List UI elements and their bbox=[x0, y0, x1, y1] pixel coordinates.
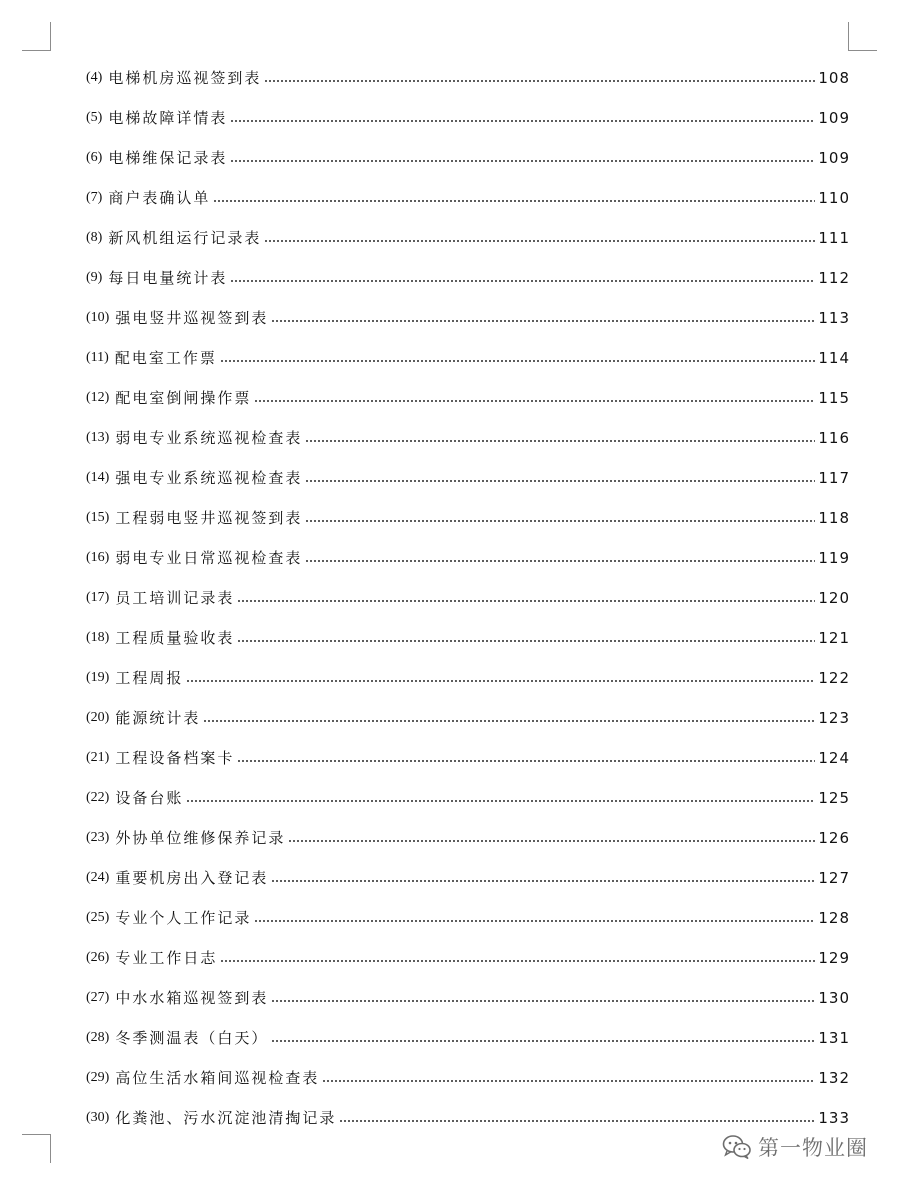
toc-entry-page: 133 bbox=[818, 1109, 850, 1127]
toc-dot-leader bbox=[305, 560, 815, 562]
toc-entry-page: 125 bbox=[818, 789, 850, 807]
wechat-icon bbox=[722, 1134, 752, 1160]
toc-entry-title: 工程弱电竖井巡视签到表 bbox=[115, 509, 303, 527]
toc-entry[interactable] bbox=[86, 258, 850, 298]
toc-entry[interactable] bbox=[86, 778, 850, 818]
toc-dot-leader bbox=[213, 200, 815, 202]
toc-entry[interactable] bbox=[86, 458, 850, 498]
toc-entry[interactable] bbox=[86, 218, 850, 258]
toc-entry-title: 中水水箱巡视签到表 bbox=[115, 989, 269, 1007]
toc-entry-page: 112 bbox=[818, 269, 850, 287]
toc-entry-page: 121 bbox=[818, 629, 850, 647]
toc-entry-number: (16) bbox=[86, 550, 110, 565]
toc-dot-leader bbox=[271, 1000, 815, 1002]
toc-entry-number: (28) bbox=[86, 1030, 110, 1045]
toc-dot-leader bbox=[230, 280, 815, 282]
toc-entry-title: 弱电专业日常巡视检查表 bbox=[115, 549, 303, 567]
toc-entry-page: 124 bbox=[818, 749, 850, 767]
toc-dot-leader bbox=[305, 480, 815, 482]
toc-entry[interactable] bbox=[86, 858, 850, 898]
toc-entry-title: 工程质量验收表 bbox=[115, 629, 235, 647]
toc-entry[interactable] bbox=[86, 618, 850, 658]
toc-entry[interactable] bbox=[86, 1058, 850, 1098]
toc-entry[interactable] bbox=[86, 338, 850, 378]
toc-entry[interactable] bbox=[86, 818, 850, 858]
toc-dot-leader bbox=[203, 720, 815, 722]
toc-entry-number: (22) bbox=[86, 790, 110, 805]
toc-entry-number: (25) bbox=[86, 910, 110, 925]
toc-entry[interactable] bbox=[86, 298, 850, 338]
toc-entry-number: (12) bbox=[86, 390, 110, 405]
toc-entry-number: (13) bbox=[86, 430, 110, 445]
toc-entry-number: (30) bbox=[86, 1110, 110, 1125]
toc-entry-number: (4) bbox=[86, 70, 103, 85]
toc-entry-number: (17) bbox=[86, 590, 110, 605]
toc-entry[interactable] bbox=[86, 658, 850, 698]
toc-dot-leader bbox=[288, 840, 815, 842]
toc-entry-page: 130 bbox=[818, 989, 850, 1007]
toc-entry-page: 126 bbox=[818, 829, 850, 847]
watermark bbox=[722, 1130, 868, 1164]
toc-entry-title: 电梯故障详情表 bbox=[108, 109, 228, 127]
toc-entry-page: 116 bbox=[818, 429, 850, 447]
toc-entry[interactable] bbox=[86, 978, 850, 1018]
toc-entry-page: 111 bbox=[818, 229, 850, 247]
toc-dot-leader bbox=[271, 320, 815, 322]
toc-entry-title: 强电竖井巡视签到表 bbox=[115, 309, 269, 327]
toc-dot-leader bbox=[339, 1120, 815, 1122]
toc-entry-title: 高位生活水箱间巡视检查表 bbox=[115, 1069, 320, 1087]
toc-dot-leader bbox=[220, 360, 816, 362]
toc-dot-leader bbox=[322, 1080, 815, 1082]
toc-entry-title: 重要机房出入登记表 bbox=[115, 869, 269, 887]
toc-entry-number: (20) bbox=[86, 710, 110, 725]
toc-dot-leader bbox=[271, 1040, 815, 1042]
toc-entry[interactable] bbox=[86, 98, 850, 138]
toc-entry-page: 119 bbox=[818, 549, 850, 567]
toc-entry-title: 弱电专业系统巡视检查表 bbox=[115, 429, 303, 447]
toc-entry-number: (11) bbox=[86, 350, 109, 365]
toc-entry-number: (27) bbox=[86, 990, 110, 1005]
toc-entry-page: 123 bbox=[818, 709, 850, 727]
toc-entry-number: (23) bbox=[86, 830, 110, 845]
toc-dot-leader bbox=[237, 760, 815, 762]
toc-entry-title: 电梯机房巡视签到表 bbox=[108, 69, 262, 87]
toc-entry-number: (9) bbox=[86, 270, 103, 285]
table-of-contents bbox=[86, 58, 850, 1138]
toc-entry-title: 专业个人工作记录 bbox=[115, 909, 252, 927]
toc-dot-leader bbox=[220, 960, 815, 962]
toc-dot-leader bbox=[264, 80, 815, 82]
toc-dot-leader bbox=[237, 640, 815, 642]
toc-entry-number: (15) bbox=[86, 510, 110, 525]
toc-dot-leader bbox=[264, 240, 815, 242]
toc-entry-number: (18) bbox=[86, 630, 110, 645]
toc-entry-title: 化粪池、污水沉淀池清掏记录 bbox=[115, 1109, 337, 1127]
toc-entry-page: 120 bbox=[818, 589, 850, 607]
toc-entry-number: (24) bbox=[86, 870, 110, 885]
toc-entry-title: 每日电量统计表 bbox=[108, 269, 228, 287]
toc-entry[interactable] bbox=[86, 1018, 850, 1058]
toc-dot-leader bbox=[271, 880, 815, 882]
toc-entry[interactable] bbox=[86, 378, 850, 418]
toc-entry-title: 配电室工作票 bbox=[114, 349, 217, 367]
toc-dot-leader bbox=[237, 600, 815, 602]
toc-entry-page: 109 bbox=[818, 109, 850, 127]
toc-entry[interactable] bbox=[86, 698, 850, 738]
toc-entry[interactable] bbox=[86, 578, 850, 618]
toc-entry-number: (5) bbox=[86, 110, 103, 125]
toc-entry-page: 110 bbox=[818, 189, 850, 207]
toc-entry-title: 冬季测温表（白天） bbox=[115, 1029, 269, 1047]
toc-entry[interactable] bbox=[86, 418, 850, 458]
toc-entry-title: 外协单位维修保养记录 bbox=[115, 829, 286, 847]
toc-dot-leader bbox=[230, 120, 815, 122]
toc-entry-page: 117 bbox=[818, 469, 850, 487]
toc-entry-title: 新风机组运行记录表 bbox=[108, 229, 262, 247]
toc-entry-page: 128 bbox=[818, 909, 850, 927]
toc-entry-title: 能源统计表 bbox=[115, 709, 201, 727]
toc-entry-number: (8) bbox=[86, 230, 103, 245]
toc-entry[interactable] bbox=[86, 898, 850, 938]
toc-dot-leader bbox=[254, 400, 815, 402]
toc-dot-leader bbox=[186, 800, 815, 802]
toc-dot-leader bbox=[186, 680, 815, 682]
toc-entry-title: 商户表确认单 bbox=[108, 189, 211, 207]
toc-entry-number: (19) bbox=[86, 670, 110, 685]
toc-entry-page: 109 bbox=[818, 149, 850, 167]
toc-entry-number: (21) bbox=[86, 750, 110, 765]
toc-dot-leader bbox=[305, 440, 815, 442]
toc-entry-title: 强电专业系统巡视检查表 bbox=[115, 469, 303, 487]
toc-entry-page: 132 bbox=[818, 1069, 850, 1087]
toc-entry-title: 电梯维保记录表 bbox=[108, 149, 228, 167]
toc-entry-number: (6) bbox=[86, 150, 103, 165]
toc-entry[interactable] bbox=[86, 738, 850, 778]
toc-entry[interactable] bbox=[86, 498, 850, 538]
toc-entry-page: 113 bbox=[818, 309, 850, 327]
toc-dot-leader bbox=[230, 160, 815, 162]
toc-entry-title: 工程设备档案卡 bbox=[115, 749, 235, 767]
toc-entry-number: (29) bbox=[86, 1070, 110, 1085]
toc-entry-page: 115 bbox=[818, 389, 850, 407]
toc-entry-page: 108 bbox=[818, 69, 850, 87]
toc-entry[interactable] bbox=[86, 58, 850, 98]
toc-entry-page: 131 bbox=[818, 1029, 850, 1047]
toc-entry-number: (7) bbox=[86, 190, 103, 205]
toc-entry[interactable] bbox=[86, 138, 850, 178]
toc-entry-number: (26) bbox=[86, 950, 110, 965]
toc-entry-title: 配电室倒闸操作票 bbox=[115, 389, 252, 407]
toc-entry-title: 员工培训记录表 bbox=[115, 589, 235, 607]
toc-entry-number: (10) bbox=[86, 310, 110, 325]
toc-entry-page: 122 bbox=[818, 669, 850, 687]
watermark-text: 第一物业圈 bbox=[758, 1136, 868, 1160]
toc-entry-page: 118 bbox=[818, 509, 850, 527]
toc-entry[interactable] bbox=[86, 938, 850, 978]
toc-entry-page: 114 bbox=[818, 349, 850, 367]
toc-entry[interactable] bbox=[86, 178, 850, 218]
toc-entry-page: 127 bbox=[818, 869, 850, 887]
toc-entry-title: 工程周报 bbox=[115, 669, 184, 687]
toc-entry-title: 专业工作日志 bbox=[115, 949, 218, 967]
crop-mark-bottom-left bbox=[22, 1134, 51, 1163]
crop-mark-top-left bbox=[22, 22, 51, 51]
toc-entry-number: (14) bbox=[86, 470, 110, 485]
toc-entry-page: 129 bbox=[818, 949, 850, 967]
crop-mark-top-right bbox=[848, 22, 877, 51]
toc-entry[interactable] bbox=[86, 538, 850, 578]
toc-dot-leader bbox=[305, 520, 815, 522]
toc-dot-leader bbox=[254, 920, 815, 922]
toc-entry-title: 设备台账 bbox=[115, 789, 184, 807]
